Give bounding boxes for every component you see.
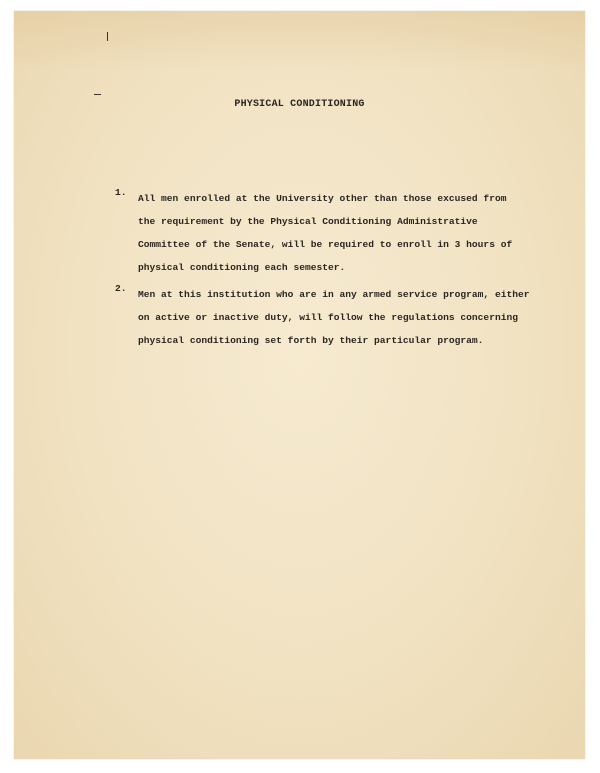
text-line: physical conditioning each semester. bbox=[138, 262, 346, 273]
item-number: 2. bbox=[115, 283, 127, 294]
text-line: the requirement by the Physical Conditioning Administrative bbox=[138, 216, 478, 227]
item-text bbox=[138, 187, 512, 279]
text-line: All men enrolled at the University other than those excused from bbox=[138, 193, 507, 204]
item-number: 1. bbox=[115, 187, 127, 198]
document-title: PHYSICAL CONDITIONING bbox=[234, 99, 365, 110]
text-line: Committee of the Senate, will be required to enroll in 3 hours of bbox=[138, 239, 513, 250]
text-line: Men at this institution who are in any armed service program, either bbox=[138, 289, 530, 300]
document-page bbox=[14, 11, 585, 759]
text-line: on active or inactive duty, will follow the regulations concerning bbox=[138, 312, 518, 323]
stray-mark bbox=[94, 94, 101, 95]
item-text bbox=[138, 283, 530, 352]
stray-mark bbox=[107, 32, 108, 41]
text-line: physical conditioning set forth by their particular program. bbox=[138, 335, 484, 346]
